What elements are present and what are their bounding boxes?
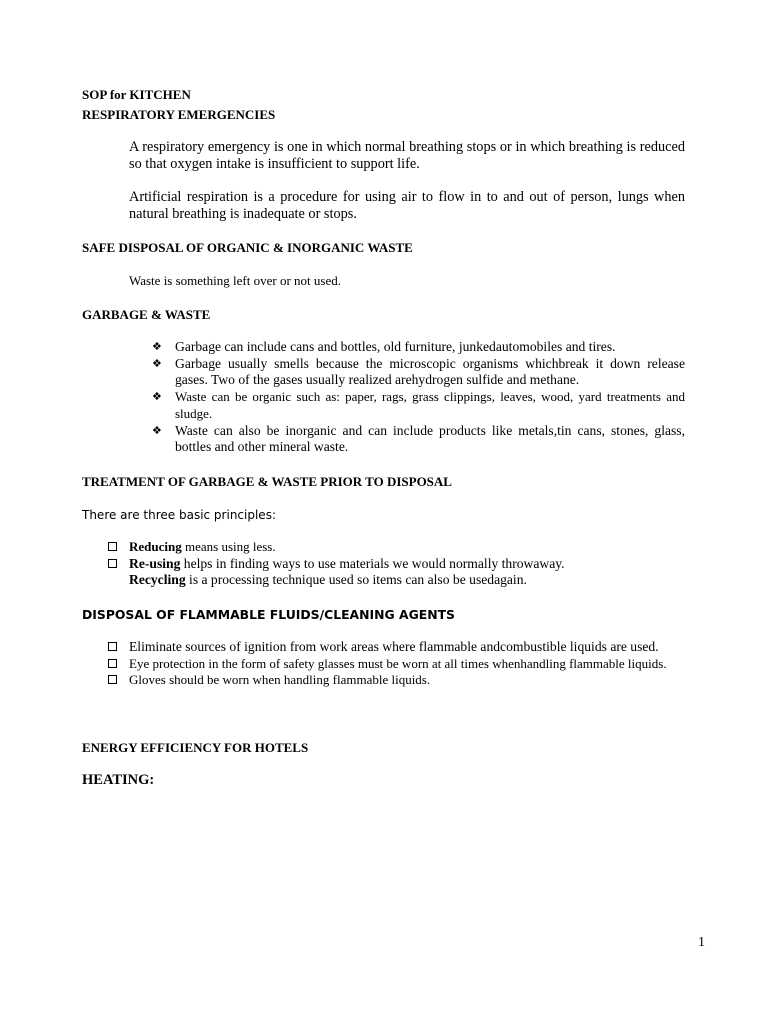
paragraph-three-principles: There are three basic principles:	[82, 508, 276, 522]
flammable-item: Gloves should be worn when handling flammable liquids.	[106, 672, 674, 689]
document-title: SOP for KITCHEN	[82, 87, 191, 102]
heading-garbage-waste: GARBAGE & WASTE	[82, 307, 211, 322]
principle-item-reusing: Re-using helps in finding ways to use materials we would normally throwaway.	[106, 556, 686, 573]
diamond-bullet-icon: ❖	[152, 356, 162, 370]
flammable-item: Eye protection in the form of safety glasses must be worn at all times whenhandling flammable liquids.	[106, 656, 674, 673]
heading-treatment-prior-disposal: TREATMENT OF GARBAGE & WASTE PRIOR TO DISPOSAL	[82, 474, 452, 489]
heading-safe-disposal: SAFE DISPOSAL OF ORGANIC & INORGANIC WASTE	[82, 240, 413, 255]
heading-energy-efficiency: ENERGY EFFICIENCY FOR HOTELS	[82, 740, 309, 755]
heading-respiratory-emergencies: RESPIRATORY EMERGENCIES	[82, 107, 276, 122]
checkbox-icon	[108, 659, 117, 668]
flammable-list	[106, 639, 674, 689]
bullet-item: ❖ Waste can also be inorganic and can include products like metals,tin cans, stones, glass, bottles and other mineral waste.	[152, 422, 685, 455]
garbage-bullet-list	[152, 339, 685, 456]
bullet-item: ❖ Waste can be organic such as: paper, rags, grass clippings, leaves, wood, yard treatments and sludge.	[152, 389, 685, 421]
principle-item-recycling: Recycling is a processing technique used so items can also be usedagain.	[129, 572, 527, 588]
paragraph-waste-definition: Waste is something left over or not used.	[129, 273, 341, 288]
checkbox-icon	[108, 642, 117, 651]
diamond-bullet-icon: ❖	[152, 340, 162, 353]
diamond-bullet-icon: ❖	[152, 423, 162, 437]
page-number: 1	[698, 935, 705, 950]
checkbox-icon	[108, 542, 117, 551]
heading-heating: HEATING:	[82, 772, 155, 788]
checkbox-icon	[108, 559, 117, 568]
bullet-item: ❖ Garbage can include cans and bottles, old furniture, junkedautomobiles and tires.	[152, 339, 616, 354]
bullet-item: ❖ Garbage usually smells because the microscopic organisms whichbreak it down release gases. Two of the gases usually realized arehydrogen sulfide and methane.	[152, 355, 685, 388]
principles-list	[106, 539, 686, 589]
flammable-item: Eliminate sources of ignition from work areas where flammable andcombustible liquids are used.	[106, 639, 674, 656]
paragraph-artificial-respiration: Artificial respiration is a procedure for using air to flow in to and out of person, lungs when natural breathing is inadequate or stops.	[129, 189, 685, 222]
diamond-bullet-icon: ❖	[152, 390, 162, 404]
paragraph-respiratory-emergency: A respiratory emergency is one in which normal breathing stops or in which breathing is reduced so that oxygen intake is insufficient to support life.	[129, 139, 685, 172]
checkbox-icon	[108, 675, 117, 684]
principle-item-reducing: Reducing means using less.	[106, 539, 686, 556]
heading-flammable-fluids: DISPOSAL OF FLAMMABLE FLUIDS/CLEANING AGENTS	[82, 607, 455, 622]
